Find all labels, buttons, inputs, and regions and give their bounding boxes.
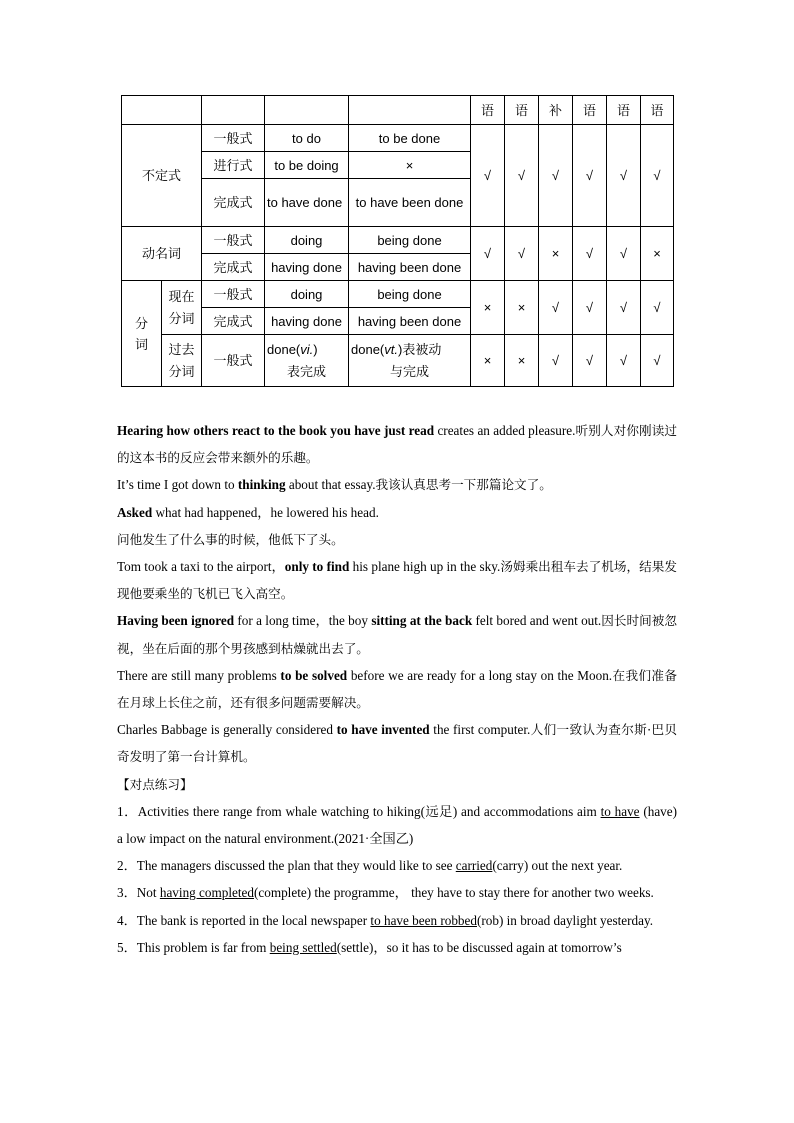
mark-cell: √ [641, 281, 674, 335]
practice-question [117, 907, 677, 934]
example-text: Charles Babbage is generally considered [117, 722, 337, 738]
active-cell: doing [265, 227, 349, 254]
nonfinite-verb-table [121, 95, 674, 387]
past-passive-em: vt. [384, 341, 398, 357]
question-text: (rob) in broad daylight yesterday. [476, 912, 654, 928]
example-text: about that essay. [285, 477, 376, 493]
question-text: This problem is far from [136, 939, 270, 955]
question-text: (have) a low impact on the natural environment.(2021·全国乙) [117, 803, 678, 847]
mark-cell: √ [471, 227, 505, 281]
example-text: It’s time I got down to [117, 477, 238, 493]
mark-cell: √ [641, 125, 674, 227]
example-text: There are still many problems [117, 667, 281, 683]
gerund-label: 动名词 [122, 227, 202, 281]
passive-cell: having been done [349, 308, 471, 335]
active-cell: doing [265, 281, 349, 308]
past-active-em: vi. [300, 341, 314, 357]
question-number: 3． [117, 885, 137, 901]
example-text: creates an added pleasure. [434, 423, 576, 438]
header-cell: 补 [539, 96, 573, 125]
mark-cell: √ [505, 125, 539, 227]
past-active-note: 表完成 [286, 363, 326, 379]
question-number: 5． [117, 939, 137, 955]
example-text: his plane high up in the sky. [349, 559, 501, 575]
answer-blank: having completed [159, 885, 254, 901]
question-text: Activities there range from whale watching to hiking(远足) and accommodations aim [137, 803, 601, 819]
active-cell: having done [265, 254, 349, 281]
practice-question [117, 798, 677, 852]
answer-blank: carried [455, 858, 493, 874]
past-label-1: 过去 [168, 341, 195, 357]
question-text: (carry) out the next year. [492, 858, 623, 874]
header-cell [349, 96, 471, 125]
form-cell: 完成式 [202, 308, 265, 335]
mark-cell: √ [573, 335, 607, 387]
table-row [122, 335, 674, 387]
example-bold: to have invented [336, 722, 430, 738]
past-active-cell [265, 335, 349, 387]
practice-heading-text: 【对点练习】 [117, 776, 193, 792]
passive-cell: to have been done [349, 179, 471, 227]
active-cell: having done [265, 308, 349, 335]
answer-blank: to have been robbed [370, 912, 477, 928]
example-bold: only to find [284, 559, 350, 575]
present-label-1: 现在 [168, 288, 195, 304]
past-passive-cell [349, 335, 471, 387]
form-cell: 一般式 [202, 125, 265, 152]
example-section [117, 417, 677, 961]
example-translation: 我该认真思考一下那篇论文了。 [375, 477, 552, 493]
passive-cell: being done [349, 227, 471, 254]
example-sentence [117, 471, 677, 498]
mark-cell: √ [607, 281, 641, 335]
question-text: Not [136, 885, 160, 901]
mark-cell: √ [539, 335, 573, 387]
mark-cell: × [641, 227, 674, 281]
practice-question [117, 852, 677, 879]
mark-cell: √ [471, 125, 505, 227]
question-text: (complete) the programme， they have to stay there for another two weeks. [253, 885, 654, 901]
question-number: 4． [117, 912, 137, 928]
table-row [122, 125, 674, 152]
header-cell: 语 [573, 96, 607, 125]
passive-cell: having been done [349, 254, 471, 281]
example-text: felt bored and went out. [472, 613, 602, 629]
header-cell [265, 96, 349, 125]
question-number: 1． [117, 803, 138, 819]
table-header-row [122, 96, 674, 125]
active-cell: to do [265, 125, 349, 152]
mark-cell: √ [573, 125, 607, 227]
past-active-post: ) [313, 341, 318, 357]
past-label-2: 分词 [168, 363, 195, 379]
example-sentence [117, 499, 677, 526]
participle-label-bottom: 词 [134, 336, 148, 352]
example-translation: 因长时间被忽视，坐在后面的那个男孩感到枯燥就出去了。 [117, 613, 677, 656]
example-text: Tom took a taxi to the airport， [117, 559, 285, 575]
example-bold: Asked [117, 504, 153, 520]
header-cell: 语 [471, 96, 505, 125]
mark-cell: × [539, 227, 573, 281]
answer-blank: being settled [269, 939, 337, 955]
form-cell: 完成式 [202, 254, 265, 281]
example-sentence [117, 553, 677, 607]
form-cell: 完成式 [202, 179, 265, 227]
mark-cell: × [471, 281, 505, 335]
passive-cell: being done [349, 281, 471, 308]
example-translation: 汤姆乘出租车去了机场，结果发现他要乘坐的飞机已飞入高空。 [117, 559, 677, 602]
past-passive-line [351, 339, 468, 361]
participle-label-top: 分 [134, 315, 148, 331]
mark-cell: √ [607, 227, 641, 281]
mark-cell: × [505, 281, 539, 335]
mark-cell: √ [539, 281, 573, 335]
header-cell [202, 96, 265, 125]
form-cell: 一般式 [202, 335, 265, 387]
past-active-pre: done( [267, 341, 301, 357]
example-sentence [117, 607, 677, 661]
mark-cell: √ [607, 125, 641, 227]
past-passive-post: )表被动 [397, 341, 442, 357]
practice-question [117, 934, 677, 961]
active-cell: to have done [265, 179, 349, 227]
table-row [122, 227, 674, 254]
mark-cell: √ [505, 227, 539, 281]
example-text: the first computer. [429, 722, 531, 738]
question-text: The managers discussed the plan that they would like to see [136, 858, 456, 874]
practice-question [117, 879, 677, 906]
example-translation: 人们一致认为查尔斯·巴贝奇发明了第一台计算机。 [117, 722, 677, 765]
mark-cell: × [471, 335, 505, 387]
example-translation: 在我们准备在月球上长住之前，还有很多问题需要解决。 [117, 667, 678, 711]
question-number: 2． [117, 858, 137, 874]
present-participle-label [162, 281, 202, 335]
form-cell: 进行式 [202, 152, 265, 179]
active-cell: to be doing [265, 152, 349, 179]
example-bold: thinking [237, 477, 286, 493]
mark-cell: √ [573, 227, 607, 281]
example-bold: Having been ignored [117, 613, 235, 629]
mark-cell: √ [641, 335, 674, 387]
answer-blank: to have [600, 803, 640, 819]
form-cell: 一般式 [202, 227, 265, 254]
past-active-line [267, 339, 346, 361]
header-cell: 语 [607, 96, 641, 125]
example-bold: Hearing how others react to the book you have just read [117, 423, 435, 438]
example-translation: 问他发生了什么事的时候，他低下了头。 [117, 531, 344, 547]
example-sentence [117, 417, 677, 471]
mark-cell: √ [607, 335, 641, 387]
passive-cell: × [349, 152, 471, 179]
participle-label [122, 281, 162, 387]
passive-cell: to be done [349, 125, 471, 152]
example-bold: sitting at the back [371, 613, 473, 629]
example-bold: to be solved [280, 667, 348, 683]
mark-cell: × [505, 335, 539, 387]
example-text: before we are ready for a long stay on the Moon. [347, 667, 613, 683]
table-row [122, 281, 674, 308]
question-text: (settle)，so it has to be discussed again at tomorrow’s [336, 939, 622, 955]
example-sentence [117, 662, 677, 716]
mark-cell: √ [573, 281, 607, 335]
past-passive-pre: done( [351, 341, 385, 357]
form-cell: 一般式 [202, 281, 265, 308]
example-translation: 听别人对你刚读过的这本书的反应会带来额外的乐趣。 [117, 423, 678, 466]
header-cell: 语 [641, 96, 674, 125]
example-sentence [117, 716, 677, 770]
example-text: for a long time，the boy [234, 613, 372, 629]
header-cell: 语 [505, 96, 539, 125]
practice-heading [117, 771, 677, 798]
past-participle-label [162, 335, 202, 387]
example-translation-line [117, 526, 677, 553]
header-cell [122, 96, 202, 125]
question-text: The bank is reported in the local newspaper [136, 912, 371, 928]
example-text: what had happened，he lowered his head. [152, 504, 379, 520]
past-passive-note: 与完成 [389, 363, 429, 379]
mark-cell: √ [539, 125, 573, 227]
infinitive-label: 不定式 [122, 125, 202, 227]
present-label-2: 分词 [168, 310, 195, 326]
